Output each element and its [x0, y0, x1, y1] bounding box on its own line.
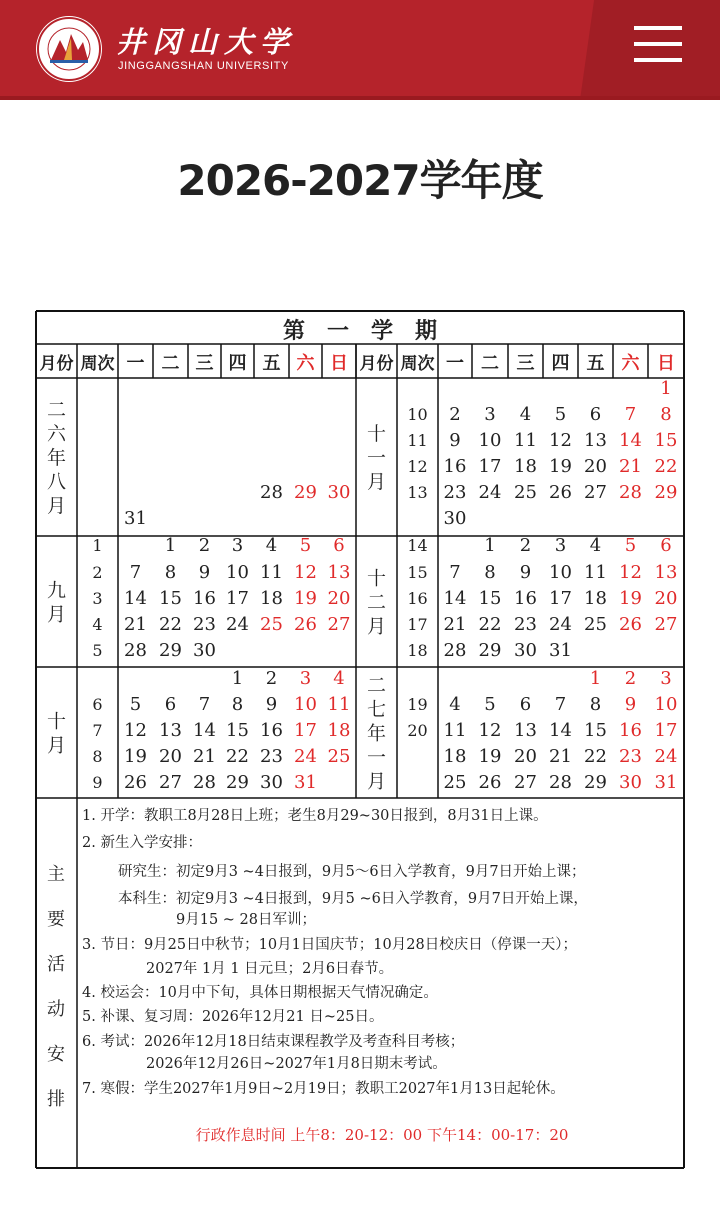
column-header: 三: [195, 353, 214, 374]
date-cell: 22: [159, 614, 182, 635]
site-header: [0, 0, 720, 100]
date-cell: 24: [226, 614, 249, 635]
date-cell: 6: [589, 404, 602, 425]
date-cell: 29: [294, 482, 317, 503]
date-cell: 19: [619, 588, 642, 609]
week-number: 10: [407, 405, 428, 424]
date-cell: 27: [514, 772, 537, 793]
date-cell: 23: [193, 614, 216, 635]
date-cell: 29: [478, 640, 502, 661]
date-cell: 13: [654, 562, 678, 583]
month-label: 月: [46, 495, 67, 517]
date-cell: 12: [294, 562, 317, 583]
date-cell: 28: [124, 640, 147, 661]
university-logo-icon[interactable]: [36, 16, 102, 82]
date-cell: 20: [327, 588, 351, 609]
date-cell: 19: [294, 588, 317, 609]
month-label: 年: [366, 722, 387, 745]
date-cell: 14: [619, 430, 642, 451]
month-label: 八: [46, 471, 67, 493]
week-number: 15: [407, 563, 428, 582]
date-cell: 8: [484, 562, 496, 583]
date-cell: 10: [226, 562, 249, 583]
date-cell: 5: [299, 535, 312, 556]
month-label: 月: [366, 770, 387, 793]
date-cell: 13: [327, 562, 351, 583]
month-label: 九: [46, 579, 67, 602]
date-cell: 22: [584, 746, 607, 767]
activity-item: 9月15 ~ 28日军训；: [176, 912, 316, 928]
date-cell: 15: [478, 588, 502, 609]
logo-emblem: [36, 16, 102, 82]
date-cell: 9: [449, 430, 461, 451]
date-cell: 31: [294, 772, 317, 793]
week-number: 6: [92, 695, 103, 714]
date-cell: 7: [198, 694, 211, 715]
date-cell: 22: [478, 614, 502, 635]
date-cell: 30: [327, 482, 351, 503]
date-cell: 30: [619, 772, 642, 793]
column-header: 日: [657, 353, 675, 374]
date-cell: 16: [514, 588, 537, 609]
date-cell: 4: [519, 404, 532, 425]
date-cell: 13: [159, 720, 182, 741]
date-cell: 31: [654, 772, 678, 793]
date-cell: 2: [449, 404, 461, 425]
date-cell: 30: [514, 640, 537, 661]
column-header: 二: [161, 353, 180, 374]
semester-title: 第 一 学 期: [282, 318, 438, 344]
activities-label: 安: [47, 1044, 65, 1065]
date-cell: 28: [443, 640, 467, 661]
hamburger-menu-icon[interactable]: [624, 22, 688, 74]
date-cell: 19: [124, 746, 147, 767]
week-number: 19: [407, 695, 428, 714]
date-cell: 9: [624, 694, 637, 715]
column-header: 月份: [39, 354, 74, 374]
date-cell: 26: [478, 772, 502, 793]
date-cell: 14: [193, 720, 216, 741]
date-cell: 31: [549, 640, 572, 661]
office-hours: 行政作息时间 上午8：20-12：00 下午14：00-17：20: [195, 1126, 569, 1144]
university-name: 井冈山大学: [116, 25, 297, 59]
header-bottom-line: [0, 96, 720, 100]
date-cell: 24: [654, 746, 678, 767]
date-cell: 26: [619, 614, 642, 635]
date-cell: 11: [260, 562, 283, 583]
activity-item: 5. 补课、复习周：2026年12月21 日~25日。: [82, 1009, 384, 1025]
activities-label: 排: [47, 1089, 65, 1110]
date-cell: 25: [584, 614, 607, 635]
date-cell: 5: [554, 404, 567, 425]
date-cell: 11: [584, 562, 607, 583]
date-cell: 11: [327, 694, 351, 715]
column-header: 周次: [400, 354, 435, 374]
date-cell: 28: [193, 772, 216, 793]
date-cell: 11: [514, 430, 537, 451]
date-cell: 28: [619, 482, 642, 503]
date-cell: 16: [260, 720, 283, 741]
date-cell: 31: [124, 508, 147, 529]
week-number: 13: [407, 483, 428, 502]
week-number: 1: [92, 536, 103, 555]
week-number: 12: [407, 457, 428, 476]
date-cell: 4: [589, 535, 602, 556]
week-number: 8: [92, 747, 103, 766]
date-cell: 2: [198, 535, 211, 556]
week-number: 4: [92, 615, 103, 634]
date-cell: 14: [443, 588, 467, 609]
week-number: 18: [407, 641, 428, 660]
activity-item: 2. 新生入学安排：: [82, 835, 202, 851]
month-label: 一: [366, 746, 387, 769]
date-cell: 4: [265, 535, 278, 556]
column-header: 月份: [359, 354, 394, 374]
activities-label: 主: [47, 864, 65, 885]
date-cell: 17: [294, 720, 317, 741]
date-cell: 4: [449, 694, 461, 715]
date-cell: 20: [584, 456, 607, 477]
date-cell: 11: [443, 720, 467, 741]
date-cell: 24: [549, 614, 572, 635]
date-cell: 24: [478, 482, 502, 503]
week-number: 16: [407, 589, 428, 608]
week-number: 20: [407, 721, 428, 740]
date-cell: 18: [327, 720, 351, 741]
date-cell: 10: [478, 430, 502, 451]
column-header: 六: [296, 353, 315, 374]
date-cell: 16: [193, 588, 216, 609]
date-cell: 25: [514, 482, 537, 503]
date-cell: 10: [654, 694, 678, 715]
column-header: 五: [586, 353, 605, 374]
week-number: 9: [92, 773, 103, 792]
date-cell: 10: [549, 562, 572, 583]
date-cell: 21: [549, 746, 572, 767]
date-cell: 26: [549, 482, 572, 503]
date-cell: 8: [231, 694, 244, 715]
date-cell: 2: [265, 668, 278, 689]
date-cell: 16: [619, 720, 642, 741]
date-cell: 13: [514, 720, 537, 741]
month-label: 十: [366, 567, 387, 590]
page-title: 2026-2027学年度: [177, 156, 543, 205]
month-label: 二: [366, 591, 387, 614]
date-cell: 22: [226, 746, 249, 767]
date-cell: 5: [129, 694, 142, 715]
date-cell: 1: [231, 668, 244, 689]
date-cell: 12: [478, 720, 502, 741]
month-label: 二: [46, 399, 67, 421]
column-header: 一: [446, 353, 464, 374]
week-number: 3: [92, 589, 103, 608]
month-label: 七: [366, 698, 387, 721]
date-cell: 23: [443, 482, 467, 503]
date-cell: 17: [654, 720, 678, 741]
date-cell: 28: [549, 772, 572, 793]
date-cell: 27: [584, 482, 607, 503]
column-header: 四: [551, 353, 570, 374]
date-cell: 6: [164, 694, 177, 715]
date-cell: 25: [443, 772, 467, 793]
date-cell: 26: [294, 614, 317, 635]
activity-item: 3. 节日：9月25日中秋节；10月1日国庆节；10月28日校庆日（停课一天）；: [82, 937, 577, 953]
date-cell: 27: [654, 614, 678, 635]
date-cell: 27: [327, 614, 351, 635]
activity-item: 2026年12月26日~2027年1月8日期末考试。: [146, 1056, 447, 1072]
month-label: 一: [366, 447, 387, 469]
date-cell: 5: [624, 535, 637, 556]
date-cell: 23: [514, 614, 537, 635]
date-cell: 20: [654, 588, 678, 609]
date-cell: 20: [514, 746, 537, 767]
week-number: 11: [407, 431, 428, 450]
date-cell: 26: [124, 772, 147, 793]
activity-item: 6. 考试：2026年12月18日结束课程教学及考查科目考核；: [82, 1034, 465, 1050]
date-cell: 9: [265, 694, 278, 715]
date-cell: 3: [484, 404, 496, 425]
column-header: 六: [621, 353, 640, 374]
activity-item: 7. 寒假：学生2027年1月9日~2月19日；教职工2027年1月13日起轮休。: [82, 1081, 565, 1097]
week-number: 14: [407, 536, 428, 555]
date-cell: 3: [554, 535, 567, 556]
date-cell: 18: [514, 456, 537, 477]
activity-item: 2027年 1月 1 日元旦；2月6日春节。: [146, 961, 394, 977]
date-cell: 18: [260, 588, 283, 609]
column-header: 三: [516, 353, 535, 374]
date-cell: 21: [619, 456, 642, 477]
week-number: 2: [92, 563, 103, 582]
date-cell: 29: [654, 482, 678, 503]
date-cell: 15: [159, 588, 182, 609]
date-cell: 13: [584, 430, 607, 451]
date-cell: 5: [484, 694, 496, 715]
date-cell: 17: [478, 456, 502, 477]
date-cell: 30: [443, 508, 467, 529]
date-cell: 27: [159, 772, 182, 793]
activity-item: 1. 开学：教职工8月28日上班；老生8月29~30日报到，8月31日上课。: [82, 808, 548, 824]
date-cell: 30: [260, 772, 283, 793]
date-cell: 21: [124, 614, 147, 635]
date-cell: 9: [519, 562, 532, 583]
month-label: 六: [46, 423, 67, 445]
date-cell: 4: [333, 668, 345, 689]
date-cell: 12: [549, 430, 572, 451]
date-cell: 2: [624, 668, 637, 689]
week-number: 17: [407, 615, 428, 634]
activity-item: 研究生：初定9月3 ~4日报到，9月5～6日入学教育，9月7日开始上课；: [118, 864, 586, 880]
table-text: [40, 318, 678, 1144]
date-cell: 17: [226, 588, 249, 609]
date-cell: 16: [443, 456, 467, 477]
date-cell: 7: [554, 694, 567, 715]
menu-bar: [634, 26, 682, 30]
date-cell: 3: [299, 668, 312, 689]
date-cell: 8: [660, 404, 672, 425]
date-cell: 7: [449, 562, 461, 583]
date-cell: 1: [484, 535, 496, 556]
date-cell: 15: [226, 720, 249, 741]
date-cell: 9: [198, 562, 211, 583]
date-cell: 30: [193, 640, 216, 661]
date-cell: 3: [231, 535, 244, 556]
date-cell: 6: [660, 535, 672, 556]
date-cell: 29: [226, 772, 249, 793]
date-cell: 23: [619, 746, 642, 767]
date-cell: 19: [478, 746, 502, 767]
date-cell: 7: [129, 562, 142, 583]
date-cell: 7: [624, 404, 637, 425]
month-label: 月: [46, 734, 67, 757]
date-cell: 25: [327, 746, 351, 767]
month-label: 年: [46, 447, 67, 469]
date-cell: 21: [443, 614, 467, 635]
menu-bar: [634, 42, 682, 46]
column-header: 一: [126, 353, 145, 374]
date-cell: 6: [333, 535, 345, 556]
column-header: 五: [262, 353, 281, 374]
column-header: 日: [330, 353, 348, 374]
date-cell: 19: [549, 456, 572, 477]
school-calendar-table: [0, 300, 720, 1180]
date-cell: 17: [549, 588, 572, 609]
date-cell: 24: [294, 746, 317, 767]
date-cell: 22: [654, 456, 678, 477]
date-cell: 20: [159, 746, 182, 767]
date-cell: 6: [519, 694, 532, 715]
week-number: 5: [92, 641, 103, 660]
week-number: 7: [92, 721, 103, 740]
month-label: 月: [366, 471, 387, 493]
date-cell: 18: [584, 588, 607, 609]
date-cell: 28: [260, 482, 283, 503]
menu-bar: [634, 58, 682, 62]
date-cell: 10: [294, 694, 317, 715]
date-cell: 15: [654, 430, 678, 451]
date-cell: 25: [260, 614, 283, 635]
activity-item: 4. 校运会：10月中下旬，具体日期根据天气情况确定。: [82, 985, 438, 1001]
date-cell: 8: [164, 562, 177, 583]
date-cell: 12: [619, 562, 642, 583]
date-cell: 29: [159, 640, 182, 661]
column-header: 四: [228, 353, 247, 374]
column-header: 二: [481, 353, 499, 374]
date-cell: 1: [589, 668, 602, 689]
month-label: 月: [366, 615, 387, 638]
activities-label: 要: [47, 909, 65, 930]
date-cell: 18: [443, 746, 467, 767]
date-cell: 23: [260, 746, 283, 767]
date-cell: 1: [660, 378, 672, 399]
month-label: 十: [46, 710, 67, 733]
date-cell: 8: [589, 694, 602, 715]
month-label: 月: [46, 603, 67, 626]
column-header: 周次: [80, 354, 115, 374]
date-cell: 14: [549, 720, 572, 741]
date-cell: 1: [164, 535, 177, 556]
activities-label: 动: [47, 999, 65, 1020]
date-cell: 3: [660, 668, 672, 689]
month-label: 十: [366, 423, 387, 445]
date-cell: 21: [193, 746, 216, 767]
date-cell: 29: [584, 772, 607, 793]
month-label: 二: [366, 674, 387, 697]
university-name-en: JINGGANGSHAN UNIVERSITY: [118, 60, 289, 72]
activity-item: 本科生：初定9月3 ~4日报到，9月5 ~6日入学教育，9月7日开始上课，: [118, 891, 588, 907]
date-cell: 15: [584, 720, 607, 741]
date-cell: 12: [124, 720, 147, 741]
activities-label: 活: [47, 954, 65, 975]
date-cell: 2: [519, 535, 532, 556]
date-cell: 14: [124, 588, 147, 609]
